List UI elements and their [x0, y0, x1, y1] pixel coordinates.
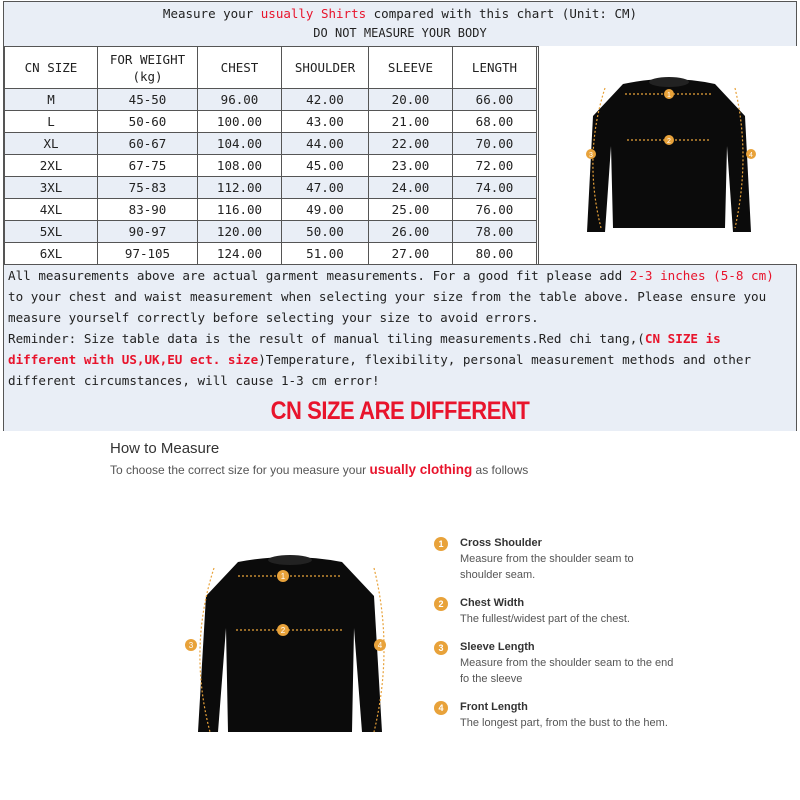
table-cell: 96.00 [198, 89, 282, 111]
table-cell: 67-75 [98, 155, 198, 177]
marker-3-icon [185, 639, 197, 651]
table-cell: 76.00 [453, 199, 537, 221]
svg-text:4: 4 [377, 641, 383, 650]
marker-1-icon: 1 [434, 537, 448, 551]
header-text-end: compared with this chart (Unit: CM) [366, 6, 638, 21]
table-row [5, 155, 537, 177]
svg-text:3: 3 [188, 641, 194, 650]
table-cell: 45-50 [98, 89, 198, 111]
table-cell: 112.00 [198, 177, 282, 199]
table-cell: 6XL [5, 243, 98, 265]
notes-paragraph-2 [8, 328, 792, 391]
legend-desc: Measure from the shoulder seam to shoulder seam. [460, 553, 634, 581]
notes-text-end: to your chest and waist measurement when selecting your size from the table above. Please ensure you measure yourself correctly before selecting your size to avoid errors. [8, 289, 767, 325]
header-line-1 [4, 6, 796, 21]
svg-text:4: 4 [749, 152, 753, 159]
table-cell: 78.00 [453, 221, 537, 243]
legend-item-chest-width [434, 595, 674, 627]
size-chart [3, 1, 797, 431]
table-cell: 116.00 [198, 199, 282, 221]
table-header-row [5, 47, 537, 89]
table-cell: 60-67 [98, 133, 198, 155]
table-cell: 90-97 [98, 221, 198, 243]
header-line-2: DO NOT MEASURE YOUR BODY [313, 26, 487, 40]
notes-paragraph-1 [8, 265, 792, 328]
table-cell: 120.00 [198, 221, 282, 243]
how-to-measure-subtitle [110, 462, 528, 477]
table-row [5, 133, 537, 155]
table-cell: 108.00 [198, 155, 282, 177]
table-row [5, 111, 537, 133]
table-cell: L [5, 111, 98, 133]
marker-1-icon [277, 570, 289, 582]
marker-2-icon [277, 624, 289, 636]
table-cell: 42.00 [282, 89, 369, 111]
table-cell: M [5, 89, 98, 111]
size-table [4, 46, 537, 265]
notes-highlight: 2-3 inches (5-8 cm) [629, 268, 774, 283]
table-cell: 104.00 [198, 133, 282, 155]
marker-4-icon [374, 639, 386, 651]
legend-title: Chest Width [460, 597, 525, 609]
svg-text:1: 1 [280, 572, 286, 581]
table-row [5, 199, 537, 221]
weight-unit: (kg) [132, 68, 163, 84]
subtitle-text: To choose the correct size for you measure your [110, 463, 370, 477]
svg-text:2: 2 [667, 138, 671, 145]
table-row [5, 177, 537, 199]
marker-4-icon [746, 149, 756, 159]
table-cell: 70.00 [453, 133, 537, 155]
cn-size-banner: CN SIZE ARE DIFFERENT [270, 397, 530, 425]
table-cell: 66.00 [453, 89, 537, 111]
legend-item-cross-shoulder [434, 535, 674, 583]
table-cell: 23.00 [369, 155, 453, 177]
table-cell: 80.00 [453, 243, 537, 265]
reminder-highlight: CN SIZE is different with US,UK,EU ect. size [8, 331, 721, 367]
table-row [5, 221, 537, 243]
shirt-diagram-bottom [170, 548, 410, 748]
measure-legend [434, 535, 674, 743]
reminder-text-end: )Temperature, flexibility, personal measurement methods and other different circumstances, will cause 1-3 cm error! [8, 352, 752, 388]
table-cell: 49.00 [282, 199, 369, 221]
table-cell: 44.00 [282, 133, 369, 155]
table-cell: 72.00 [453, 155, 537, 177]
table-cell: 25.00 [369, 199, 453, 221]
table-cell: 50.00 [282, 221, 369, 243]
shirt-image-bottom [170, 548, 410, 748]
marker-1-icon [664, 89, 674, 99]
header-highlight: usually Shirts [260, 6, 367, 21]
table-row [5, 89, 537, 111]
col-header-sleeve: SLEEVE [369, 47, 453, 89]
legend-title: Front Length [460, 701, 528, 713]
table-cell: 83-90 [98, 199, 198, 221]
chart-header [4, 2, 796, 47]
legend-desc: The longest part, from the bust to the hem. [460, 717, 668, 729]
table-cell: 45.00 [282, 155, 369, 177]
table-cell: 47.00 [282, 177, 369, 199]
table-cell: 124.00 [198, 243, 282, 265]
table-cell: 21.00 [369, 111, 453, 133]
shirt-diagram-top [538, 46, 797, 264]
col-header-shoulder: SHOULDER [282, 47, 369, 89]
marker-3-icon [586, 149, 596, 159]
table-cell: 3XL [5, 177, 98, 199]
table-cell: 27.00 [369, 243, 453, 265]
col-header-length: LENGTH [453, 47, 537, 89]
table-cell: 24.00 [369, 177, 453, 199]
legend-item-front-length [434, 699, 674, 731]
weight-label: FOR WEIGHT [109, 51, 186, 67]
notes-text: All measurements above are actual garment measurements. For a good fit please add [8, 268, 630, 283]
table-cell: XL [5, 133, 98, 155]
marker-4-icon: 4 [434, 701, 448, 715]
marker-2-icon [664, 135, 674, 145]
table-cell: 74.00 [453, 177, 537, 199]
col-header-weight [98, 47, 198, 89]
marker-3-icon: 3 [434, 641, 448, 655]
legend-title: Cross Shoulder [460, 537, 542, 549]
table-cell: 100.00 [198, 111, 282, 133]
table-cell: 20.00 [369, 89, 453, 111]
svg-text:3: 3 [589, 152, 593, 159]
how-to-measure-title: How to Measure [110, 440, 220, 457]
table-cell: 97-105 [98, 243, 198, 265]
table-cell: 50-60 [98, 111, 198, 133]
table-cell: 43.00 [282, 111, 369, 133]
subtitle-highlight: usually clothing [369, 462, 473, 477]
subtitle-text-end: as follows [472, 463, 529, 477]
svg-text:1: 1 [667, 92, 671, 99]
svg-text:2: 2 [280, 626, 286, 635]
table-cell: 51.00 [282, 243, 369, 265]
table-cell: 26.00 [369, 221, 453, 243]
table-row [5, 243, 537, 265]
reminder-text: Reminder: Size table data is the result of manual tiling measurements.Red chi tang,( [8, 331, 645, 346]
shirt-image-top [539, 46, 797, 264]
legend-item-sleeve-length [434, 639, 674, 687]
legend-desc: The fullest/widest part of the chest. [460, 613, 630, 625]
table-cell: 4XL [5, 199, 98, 221]
table-cell: 5XL [5, 221, 98, 243]
table-cell: 75-83 [98, 177, 198, 199]
table-cell: 68.00 [453, 111, 537, 133]
table-cell: 2XL [5, 155, 98, 177]
header-text: Measure your [162, 6, 261, 21]
table-cell: 22.00 [369, 133, 453, 155]
marker-2-icon: 2 [434, 597, 448, 611]
legend-title: Sleeve Length [460, 641, 535, 653]
legend-desc: Measure from the shoulder seam to the end fo the sleeve [460, 657, 674, 685]
col-header-chest: CHEST [198, 47, 282, 89]
col-header-size: CN SIZE [5, 47, 98, 89]
